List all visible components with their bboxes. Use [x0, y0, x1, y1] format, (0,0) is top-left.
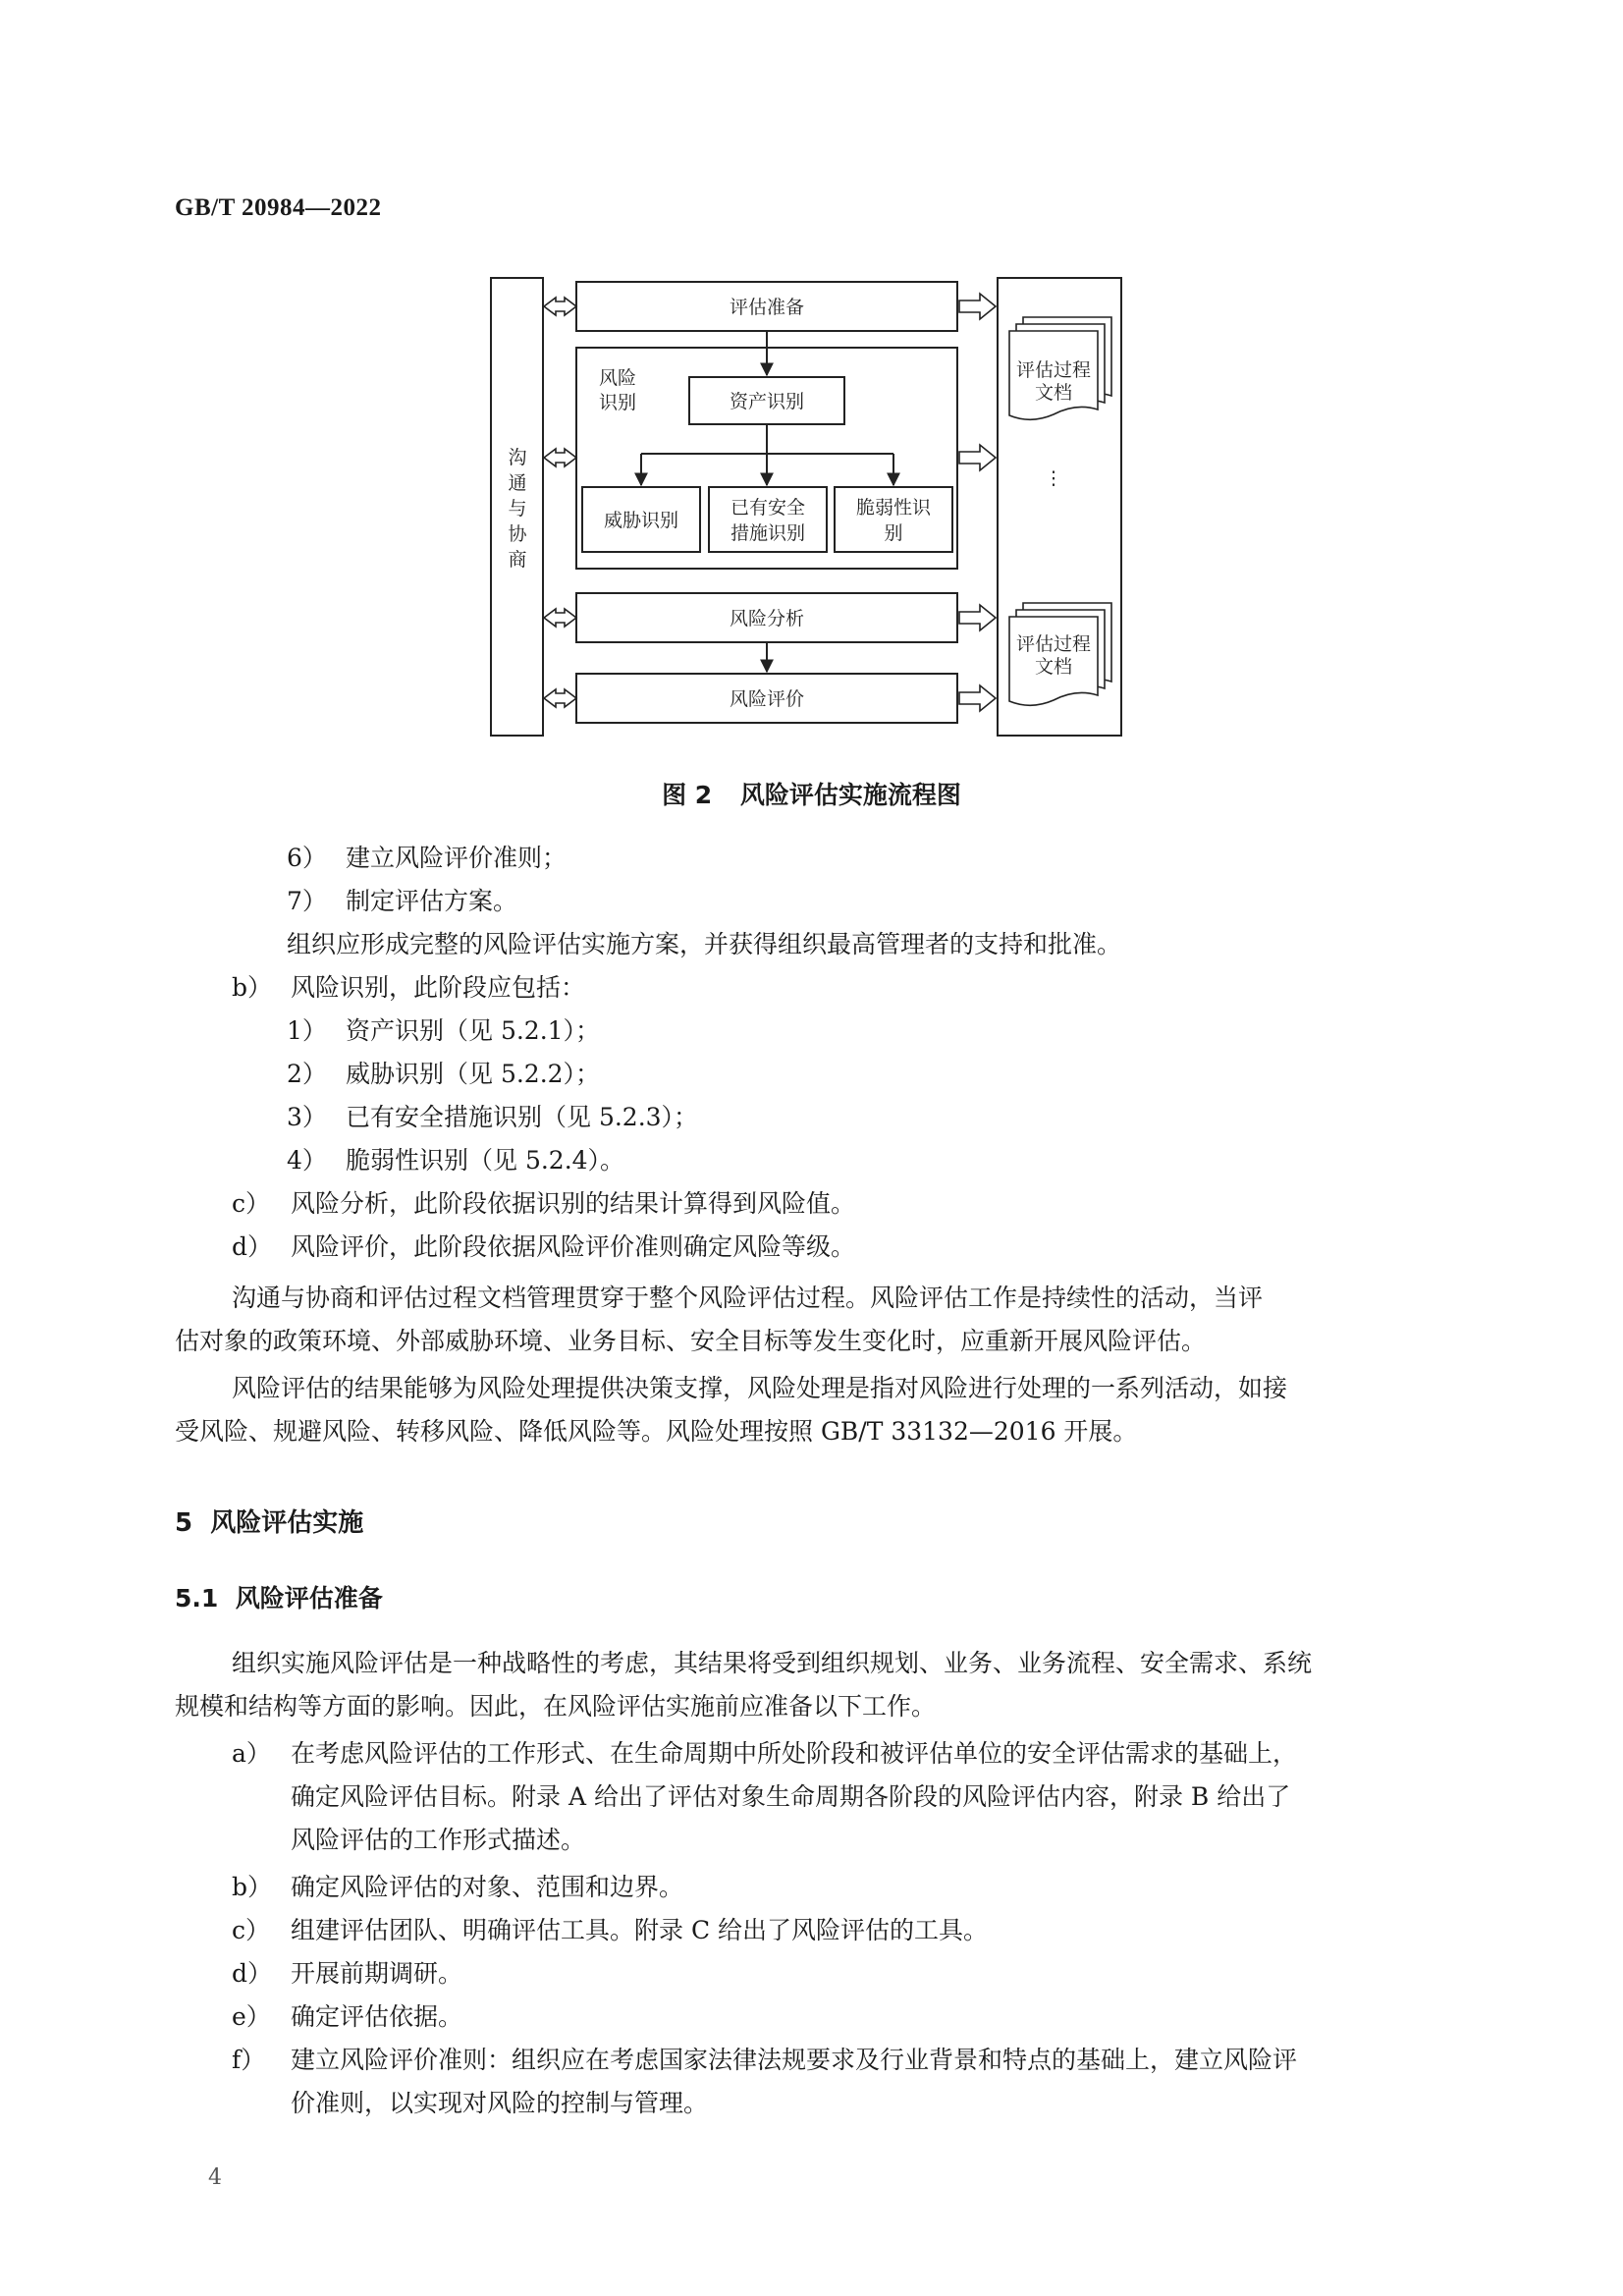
- list-item: d） 风险评价，此阶段依据风险评价准则确定风险等级。: [232, 1232, 856, 1261]
- list-item: b） 风险识别，此阶段应包括：: [232, 973, 586, 1002]
- existing-measures-label: 已有安全: [730, 497, 806, 519]
- list-item: b） 确定风险评估的对象、范围和边界。: [232, 1873, 684, 1901]
- list-item: 4） 脆弱性识别（见 5.2.4）。: [287, 1146, 625, 1175]
- subsection-heading: 5.1 风险评估准备: [175, 1584, 383, 1613]
- doc-label: 文档: [1034, 656, 1073, 678]
- standard-code: GB/T 20984—2022: [175, 194, 382, 221]
- evaluation-label: 风险评价: [729, 688, 805, 710]
- list-item: e） 确定评估依据。: [232, 2002, 463, 2031]
- list-item: 2） 威胁识别（见 5.2.2）；: [287, 1060, 601, 1088]
- section-heading: 5 风险评估实施: [175, 1508, 364, 1538]
- paragraph-line: 估对象的政策环境、外部威胁环境、业务目标、安全目标等发生变化时，应重新开展风险评估。: [175, 1327, 1207, 1355]
- list-item: a） 在考虑风险评估的工作形式、在生命周期中所处阶段和被评估单位的安全评估需求的基础上，: [232, 1739, 1298, 1768]
- list-item: 1） 资产识别（见 5.2.1）；: [287, 1016, 601, 1045]
- paragraph: 组织应形成完整的风险评估实施方案，并获得组织最高管理者的支持和批准。: [287, 930, 1122, 958]
- list-item: c） 组建评估团队、明确评估工具。附录 C 给出了风险评估的工具。: [232, 1916, 989, 1944]
- list-item: d） 开展前期调研。: [232, 1959, 463, 1988]
- list-item: f） 建立风险评价准则：组织应在考虑国家法律法规要求及行业背景和特点的基础上，建立风险评: [232, 2046, 1298, 2074]
- vulnerability-label: 脆弱性识: [855, 497, 932, 519]
- risk-assessment-flowchart: [0, 0, 1623, 766]
- doc-label: 评估过程: [1015, 633, 1092, 655]
- existing-measures-label: 措施识别: [730, 522, 806, 544]
- prep-label: 评估准备: [729, 297, 805, 318]
- doc-label: 文档: [1034, 382, 1073, 404]
- paragraph-line: 沟通与协商和评估过程文档管理贯穿于整个风险评估过程。风险评估工作是持续性的活动，当评: [232, 1284, 1264, 1312]
- communication-char: 通: [508, 472, 527, 494]
- paragraph-line: 规模和结构等方面的影响。因此，在风险评估实施前应准备以下工作。: [175, 1692, 937, 1721]
- communication-char: 沟: [508, 447, 527, 468]
- doc-label: 评估过程: [1015, 359, 1092, 381]
- caption-title: 风险评估实施流程图: [739, 781, 961, 809]
- page-number: 4: [208, 2165, 222, 2190]
- list-item: c） 风险分析，此阶段依据识别的结果计算得到风险值。: [232, 1189, 856, 1218]
- ellipsis-label: ⋮: [1044, 467, 1063, 489]
- risk-identification-label: 风险: [598, 367, 637, 389]
- list-item: 7） 制定评估方案。: [287, 887, 518, 915]
- list-item-continuation: 价准则，以实现对风险的控制与管理。: [291, 2089, 709, 2117]
- figure-caption: [0, 776, 1623, 811]
- communication-char: 与: [508, 498, 527, 519]
- list-item: 6） 建立风险评价准则；: [287, 844, 568, 872]
- paragraph-line: 受风险、规避风险、转移风险、降低风险等。风险处理按照 GB/T 33132—2016 开展。: [175, 1417, 1138, 1446]
- list-item-continuation: 风险评估的工作形式描述。: [291, 1826, 586, 1854]
- paragraph-line: 组织实施风险评估是一种战略性的考虑，其结果将受到组织规划、业务、业务流程、安全需求、系统: [232, 1649, 1313, 1677]
- communication-char: 商: [508, 549, 527, 571]
- vulnerability-label: 别: [884, 522, 903, 544]
- caption-number: 图 2: [662, 781, 713, 809]
- list-item: 3） 已有安全措施识别（见 5.2.3）；: [287, 1103, 699, 1131]
- asset-label: 资产识别: [729, 391, 805, 412]
- communication-char: 协: [508, 523, 527, 545]
- paragraph-line: 风险评估的结果能够为风险处理提供决策支撑，风险处理是指对风险进行处理的一系列活动，如接: [232, 1374, 1288, 1402]
- threat-label: 威胁识别: [603, 510, 679, 531]
- list-item-continuation: 确定风险评估目标。附录 A 给出了评估对象生命周期各阶段的风险评估内容，附录 B 给出了: [291, 1782, 1291, 1811]
- risk-identification-label: 识别: [598, 392, 637, 413]
- analysis-label: 风险分析: [729, 608, 805, 629]
